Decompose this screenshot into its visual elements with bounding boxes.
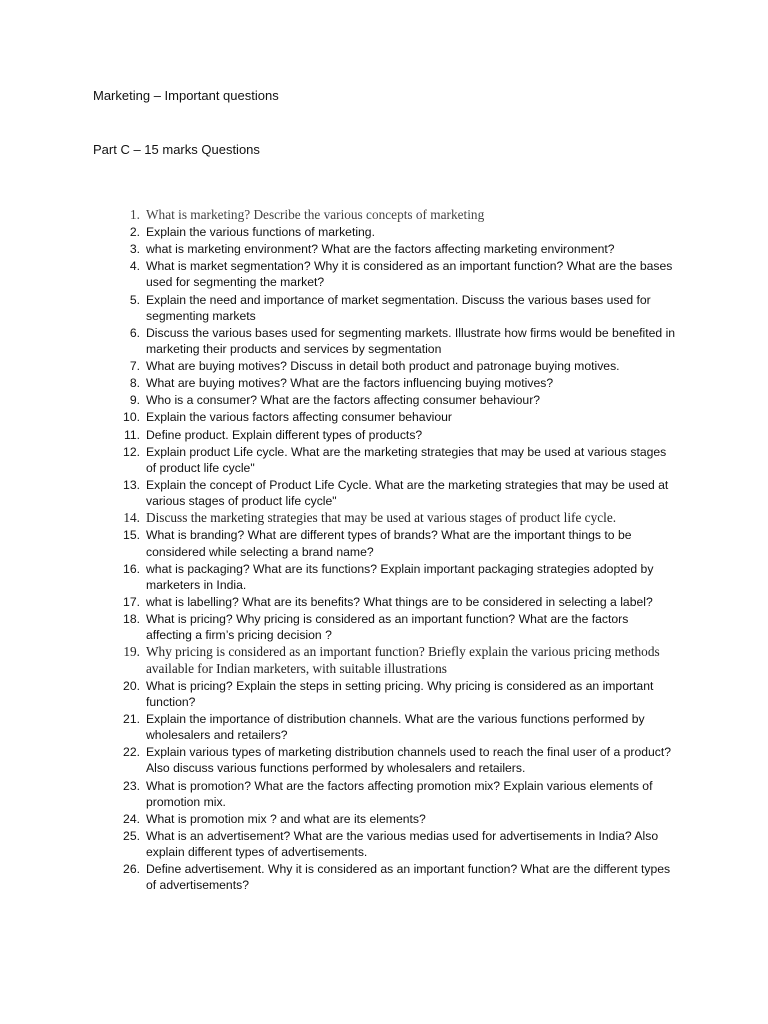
- question-item: [106, 611, 676, 643]
- question-text: Who is a consumer? What are the factors affecting consumer behaviour?: [146, 393, 541, 408]
- question-number: 17.: [123, 594, 140, 609]
- question-text: what is marketing environment? What are the factors affecting marketing environment?: [146, 242, 615, 257]
- question-number: 13.: [123, 477, 140, 492]
- question-item: [106, 409, 676, 425]
- question-text: What is an advertisement? What are the various medias used for advertisements in India? Also explain different types of advertisements.: [146, 828, 659, 860]
- question-number: 24.: [123, 811, 140, 826]
- question-number: 6.: [129, 325, 140, 340]
- question-item: [106, 811, 676, 827]
- question-text: Explain the various factors affecting consumer behaviour: [146, 410, 452, 425]
- question-text: What is branding? What are different types of brands? What are the important things to be considered while selecting a brand name?: [146, 528, 632, 559]
- question-text: What are buying motives? What are the factors influencing buying motives?: [146, 376, 554, 391]
- question-item: [106, 207, 676, 223]
- question-number: 18.: [123, 612, 140, 627]
- question-text: Explain product Life cycle. What are the marketing strategies that may be used at various stages of product life cycle": [146, 444, 667, 475]
- question-item: [106, 594, 676, 610]
- question-text: What is market segmentation? Why it is considered as an important function? What are the bases used for segmenting the market?: [146, 259, 673, 290]
- question-number: 15.: [123, 528, 140, 543]
- question-item: [106, 678, 676, 710]
- question-text: what is packaging? What are its functions? Explain important packaging strategies adopted by marketers in India.: [146, 561, 654, 592]
- document-title: Marketing – Important questions: [93, 88, 279, 103]
- question-number: 12.: [123, 444, 140, 459]
- question-item: [106, 292, 676, 324]
- question-number: 23.: [123, 778, 140, 793]
- question-item: [106, 392, 676, 408]
- question-item: [106, 358, 676, 374]
- question-item: [106, 241, 676, 257]
- question-number: 1.: [130, 207, 140, 222]
- question-number: 25.: [123, 828, 140, 843]
- question-item: [106, 375, 676, 391]
- question-number: 8.: [129, 376, 140, 391]
- question-text: What is promotion? What are the factors affecting promotion mix? Explain various elements of promotion mix.: [146, 778, 653, 809]
- question-text: what is labelling? What are its benefits? What things are to be considered in selecting a label?: [146, 594, 653, 609]
- section-heading: Part C – 15 marks Questions: [93, 142, 260, 157]
- question-item: [106, 744, 676, 776]
- question-item: [106, 427, 676, 443]
- question-number: 2.: [129, 225, 140, 240]
- question-number: 22.: [123, 745, 140, 760]
- question-text: Explain various types of marketing distribution channels used to reach the final user of a product? Also discuss various functions performed by wholesalers and retailers.: [146, 745, 672, 776]
- question-item: [106, 711, 676, 743]
- question-text: What is pricing? Explain the steps in setting pricing. Why pricing is considered as an important function?: [146, 678, 654, 709]
- question-text: Explain the concept of Product Life Cycle. What are the marketing strategies that may be used at various stages of product life cycle": [146, 477, 669, 509]
- question-text: Discuss the various bases used for segmenting markets. Illustrate how firms would be benefited in marketing their products and services by segmentation: [146, 325, 676, 357]
- question-item: [106, 477, 676, 509]
- question-number: 16.: [123, 561, 140, 576]
- question-text: Why pricing is considered as an important function? Briefly explain the various pricing methods available for Indian marketers, with suitable illustrations: [146, 644, 660, 676]
- question-item: [106, 561, 676, 593]
- question-number: 10.: [123, 410, 140, 425]
- question-text: What is marketing? Describe the various concepts of marketing: [146, 207, 485, 222]
- question-number: 14.: [123, 510, 140, 526]
- question-text: Discuss the marketing strategies that may be used at various stages of product life cycle.: [146, 510, 617, 526]
- question-item: [106, 828, 676, 860]
- question-number: 21.: [123, 711, 140, 726]
- question-number: 9.: [129, 393, 140, 408]
- question-number: 4.: [129, 259, 140, 274]
- question-text: What is pricing? Why pricing is considered as an important function? What are the factors affecting a firm’s pricing decision ?: [146, 612, 629, 643]
- question-number: 26.: [123, 862, 140, 877]
- question-number: 20.: [123, 678, 140, 693]
- question-text: Define product. Explain different types of products?: [146, 427, 423, 442]
- question-number: 7.: [129, 359, 140, 374]
- question-text: Explain the various functions of marketing.: [146, 225, 375, 240]
- question-text: What is promotion mix ? and what are its elements?: [146, 811, 426, 826]
- question-item: [106, 510, 676, 526]
- question-item: [106, 258, 676, 290]
- question-number: 19.: [123, 644, 140, 660]
- question-item: [106, 444, 676, 476]
- question-text: Define advertisement. Why it is considered as an important function? What are the different types of advertisements?: [146, 862, 671, 893]
- question-number: 5.: [129, 292, 140, 307]
- question-item: [106, 527, 676, 559]
- question-list: [106, 207, 676, 894]
- question-text: Explain the importance of distribution channels. What are the various functions performed by wholesalers and retailers?: [146, 711, 645, 743]
- question-number: 11.: [123, 427, 140, 442]
- question-text: Explain the need and importance of market segmentation. Discuss the various bases used for segmenting markets: [146, 292, 651, 323]
- question-item: [106, 644, 676, 676]
- question-item: [106, 778, 676, 810]
- question-number: 3.: [129, 242, 140, 257]
- question-item: [106, 325, 676, 357]
- question-text: What are buying motives? Discuss in detail both product and patronage buying motives.: [146, 359, 620, 374]
- question-item: [106, 861, 676, 893]
- question-item: [106, 224, 676, 240]
